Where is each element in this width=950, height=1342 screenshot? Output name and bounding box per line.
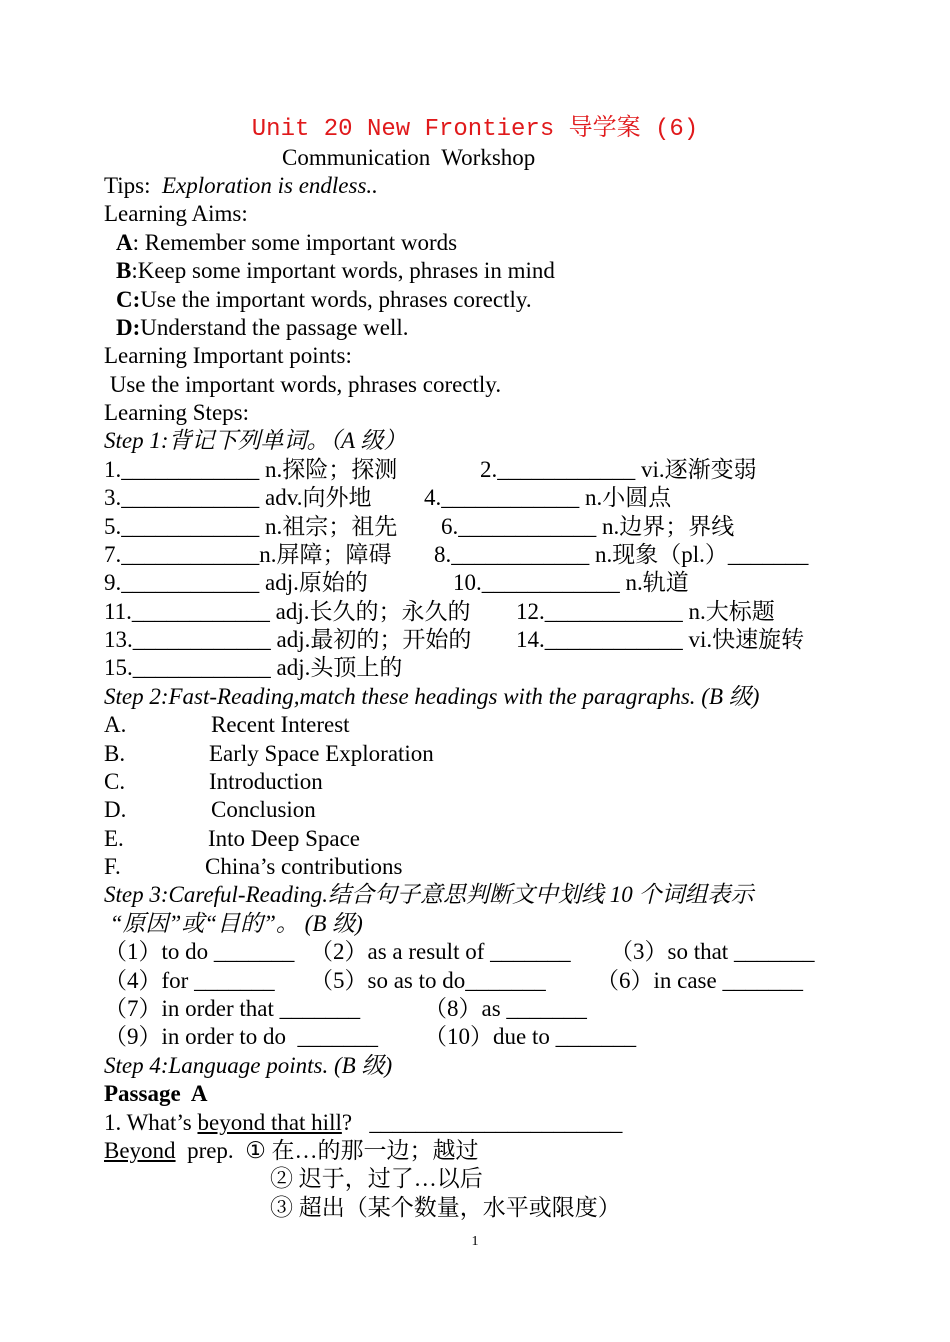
vocab-12: 12.____________ n.大标题	[516, 599, 775, 624]
heading-f-letter: F.	[104, 854, 121, 879]
heading-e-letter: E.	[104, 826, 124, 851]
heading-c-text: Introduction	[209, 769, 323, 794]
vocab-7: 7.____________n.屏障；障碍	[104, 542, 392, 567]
step2-heading: Step 2:Fast-Reading,match these headings with the paragraphs. (B 级)	[104, 684, 760, 709]
heading-f-text: China’s contributions	[205, 854, 403, 879]
heading-a-text: Recent Interest	[211, 712, 350, 737]
step3-heading-1: Step 3:Careful-Reading.结合句子意思判断文中划线 10 个词组表示	[104, 882, 754, 907]
heading-d-letter: D.	[104, 797, 127, 822]
phrase-7: （7）in order that _______	[104, 996, 361, 1021]
phrase-6: （6）in case _______	[596, 968, 803, 993]
important-text: Use the important words, phrases corectly.	[104, 372, 502, 397]
heading-b-text: Early Space Exploration	[209, 741, 434, 766]
sense-3: ③ 超出（某个数量，水平或限度）	[270, 1195, 621, 1220]
aims-heading: Learning Aims:	[104, 201, 248, 226]
vocab-2: 2.____________ vi.逐渐变弱	[480, 457, 757, 482]
vocab-14: 14.____________ vi.快速旋转	[516, 627, 805, 652]
word-entry	[104, 1137, 479, 1165]
subtitle: Communication Workshop	[282, 145, 536, 170]
phrase-1: （1）to do _______	[104, 939, 295, 964]
important-heading: Learning Important points:	[104, 343, 352, 368]
step3-heading-2: “原因”或“目的”。 (B 级)	[104, 911, 363, 936]
heading-e-text: Into Deep Space	[208, 826, 360, 851]
headword: Beyond	[104, 1138, 176, 1163]
phrase-3: （3）so that _______	[610, 939, 815, 964]
passage-heading: Passage A	[104, 1081, 208, 1106]
phrase-10: （10）due to _______	[424, 1024, 637, 1049]
vocab-9: 9.____________ adj.原始的	[104, 570, 368, 595]
underlined-phrase: beyond that hill	[197, 1110, 342, 1135]
heading-d-text: Conclusion	[211, 797, 316, 822]
sense-1: ① 在…的那一边；越过	[245, 1138, 479, 1163]
sense-2: ② 迟于，过了…以后	[270, 1166, 483, 1191]
steps-heading: Learning Steps:	[104, 400, 249, 425]
phrase-4: （4）for _______	[104, 968, 275, 993]
aim-c: C:Use the important words, phrases corectly.	[116, 287, 532, 312]
heading-b-letter: B.	[104, 741, 126, 766]
phrase-5: （5）so as to do_______	[310, 968, 546, 993]
step1-heading: Step 1:背记下列单词。（A 级）	[104, 428, 407, 453]
phrase-9: （9）in order to do _______	[104, 1024, 379, 1049]
heading-c-letter: C.	[104, 769, 126, 794]
vocab-3: 3.____________ adv.向外地	[104, 485, 372, 510]
page-title: Unit 20 New Frontiers 导学案 (6)	[251, 116, 699, 143]
step4-heading: Step 4:Language points. (B 级)	[104, 1053, 393, 1078]
heading-a-letter: A.	[104, 712, 127, 737]
vocab-4: 4.____________ n.小圆点	[424, 485, 672, 510]
page-number: 1	[471, 1234, 479, 1249]
aim-d: D:Understand the passage well.	[116, 315, 409, 340]
vocab-1: 1.____________ n.探险；探测	[104, 457, 398, 482]
vocab-10: 10.____________ n.轨道	[453, 570, 689, 595]
aim-b: B:Keep some important words, phrases in mind	[116, 258, 555, 283]
vocab-6: 6.____________ n.边界；界线	[441, 514, 735, 539]
phrase-8: （8）as _______	[424, 996, 587, 1021]
aim-a: A: Remember some important words	[116, 230, 458, 255]
question-1: 1. What’s beyond that hill? ______________________	[104, 1110, 623, 1135]
part-of-speech: prep.	[175, 1138, 246, 1163]
phrase-2: （2）as a result of _______	[310, 939, 571, 964]
vocab-5: 5.____________ n.祖宗；祖先	[104, 514, 398, 539]
tips-text: Exploration is endless..	[161, 173, 378, 198]
vocab-15: 15.____________ adj.头顶上的	[104, 655, 403, 680]
vocab-13: 13.____________ adj.最初的；开始的	[104, 627, 472, 652]
vocab-8: 8.____________ n.现象（pl.）_______	[434, 542, 809, 567]
vocab-11: 11.____________ adj.长久的；永久的	[104, 599, 471, 624]
tips-line: Tips: Exploration is endless..	[104, 173, 378, 198]
